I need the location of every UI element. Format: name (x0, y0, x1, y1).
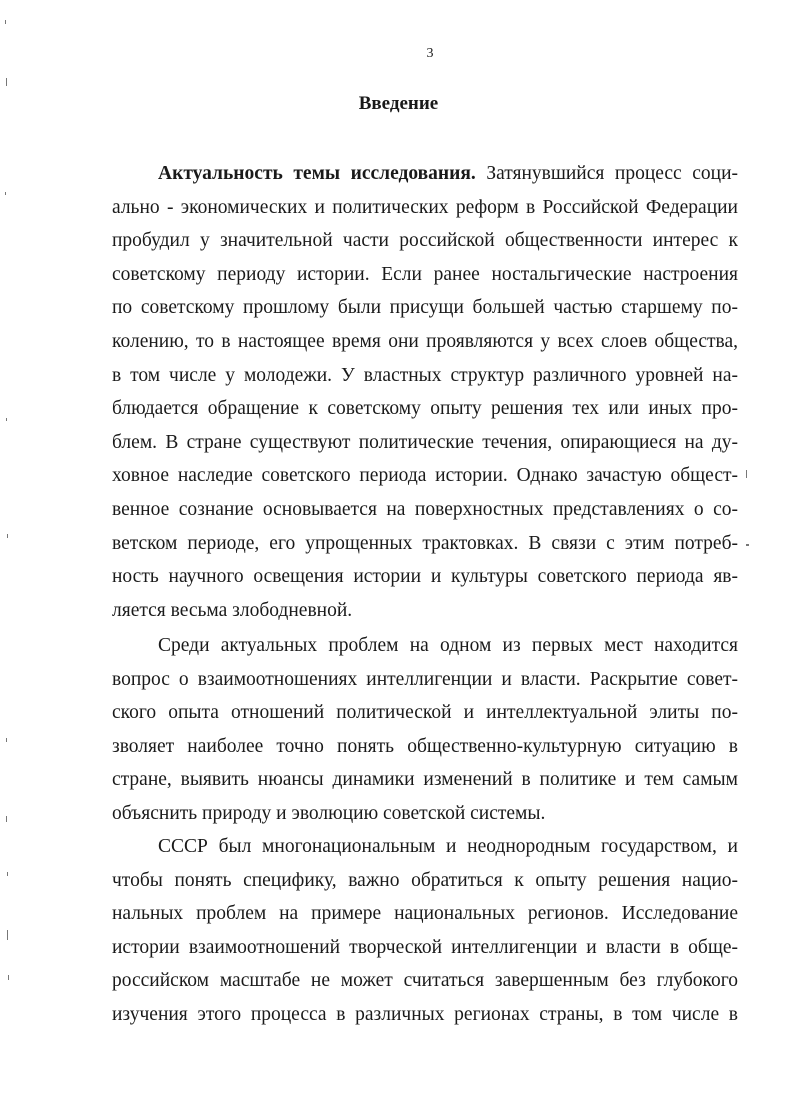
text-line: ского опыта отношений политической и интеллектуальной элиты по- (112, 702, 738, 724)
text-line: чтобы понять специфику, важно обратиться к опыту решения нацио- (112, 869, 738, 891)
scan-artifact (7, 872, 8, 876)
scan-artifact (6, 816, 7, 822)
scan-artifact (5, 192, 6, 195)
text-line: по советскому прошлому были присущи большей частью старшему по- (112, 297, 738, 319)
scan-artifact (746, 544, 749, 546)
text-line: СССР был многонациональным и неоднородным государством, и (158, 836, 738, 857)
text-line: ально - экономических и политических реформ в Российской Федерации (112, 196, 738, 218)
text-line: блем. В стране существуют политические течения, опирающиеся на ду- (112, 431, 738, 453)
paragraph-intelligentsia (112, 629, 738, 831)
text-line: объяснить природу и эволюцию советской системы. (112, 802, 546, 824)
paragraph-relevance (112, 157, 738, 627)
scan-artifact (6, 738, 7, 742)
text-line: вопрос о взаимоотношениях интеллигенции и власти. Раскрытие совет- (112, 668, 738, 690)
text-line: в том числе у молодежи. У властных структур различного уровней на- (112, 364, 738, 386)
text-line: российском масштабе не может считаться завершенным без глубокого (112, 970, 738, 992)
text-line: ляется весьма злободневной. (112, 599, 353, 621)
paragraph-ussr (112, 830, 738, 1032)
text-line: ховное наследие советского периода истории. Однако зачастую общест- (112, 465, 738, 487)
text-line: венное сознание основывается на поверхностных представлениях о со- (112, 498, 738, 520)
scan-artifact (7, 534, 8, 538)
scan-artifact (746, 470, 747, 478)
text-line: ность научного освещения истории и культуры советского периода яв- (112, 566, 738, 588)
text-line-fragment: Затянувшийся процесс соци- (475, 163, 738, 184)
lead-bold-phrase: Актуальность темы исследования. (158, 163, 476, 184)
text-line (112, 157, 738, 191)
text-line: изучения этого процесса в различных регионах страны, в том числе в (112, 1003, 738, 1025)
text-line: блюдается обращение к советскому опыту решения тех или иных про- (112, 398, 738, 420)
text-line: колению, то в настоящее время они проявляются у всех слоев общества, (112, 330, 738, 352)
section-heading: Введение (358, 93, 439, 114)
scan-artifact (8, 975, 9, 980)
text-line: истории взаимоотношений творческой интеллигенции и власти в обще- (112, 936, 738, 958)
text-line: нальных проблем на примере национальных регионов. Исследование (112, 903, 738, 925)
text-line: пробудил у значительной части российской общественности интерес к (112, 230, 738, 252)
scan-artifact (6, 418, 7, 421)
scan-artifact (6, 78, 7, 86)
text-line: зволяет наиболее точно понять общественно-культурную ситуацию в (112, 735, 738, 757)
text-line: стране, выявить нюансы динамики изменений в политике и тем самым (112, 769, 738, 791)
scan-artifact (7, 930, 8, 940)
text-line: ветском периоде, его упрощенных трактовках. В связи с этим потреб- (112, 532, 738, 554)
page-number: 3 (426, 46, 434, 61)
scan-artifact (5, 20, 6, 24)
text-line: советскому периоду истории. Если ранее ностальгические настроения (112, 263, 738, 285)
text-line: Среди актуальных проблем на одном из первых мест находится (158, 635, 738, 656)
